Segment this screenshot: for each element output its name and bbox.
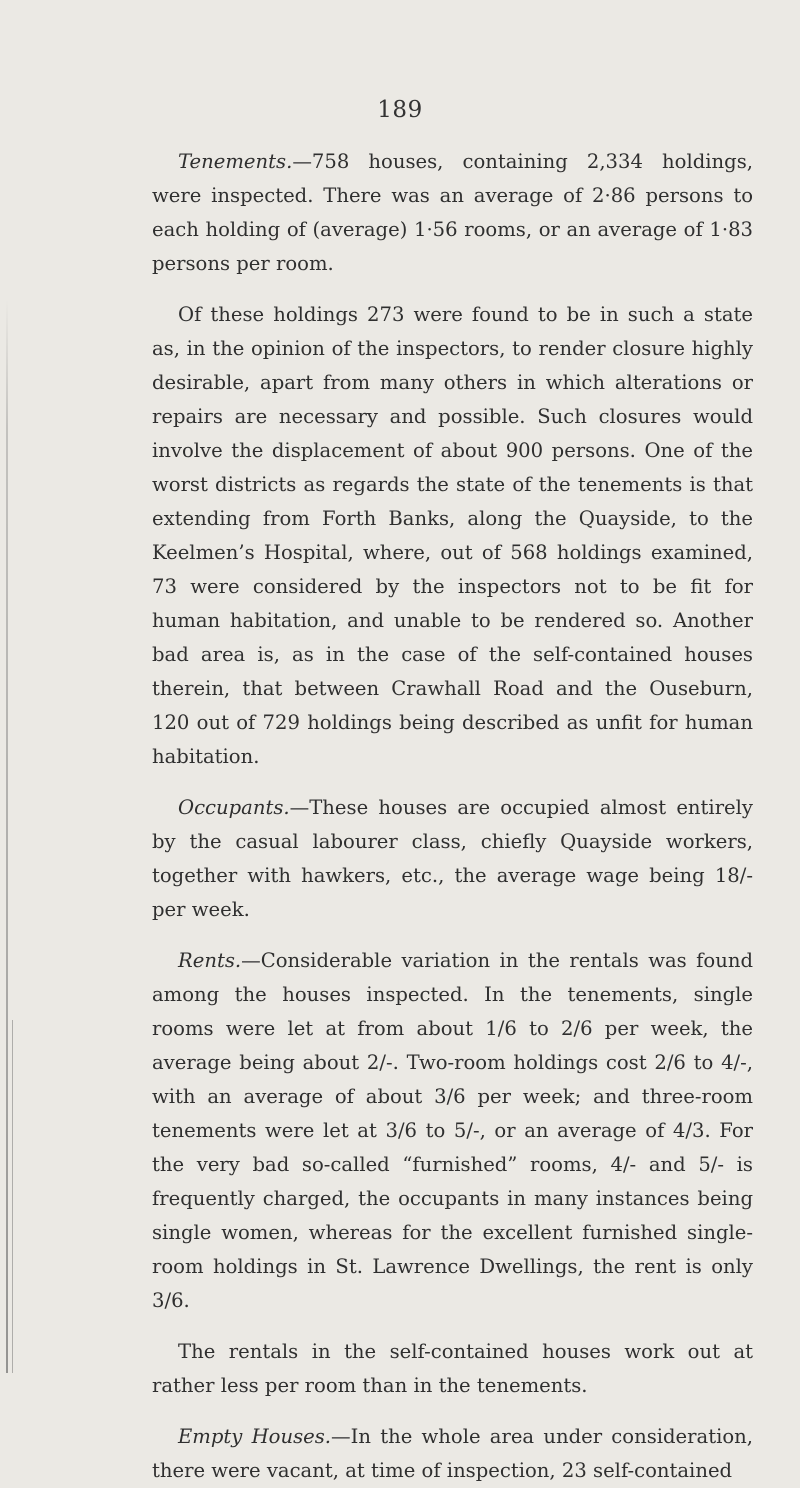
paragraph-rents	[152, 944, 753, 1318]
paragraph-rentals	[152, 1335, 753, 1403]
binding-edge-line	[6, 300, 8, 1373]
paragraph-tenements	[152, 145, 753, 281]
paragraph-text: —758 houses, containing 2,334 holdings, were inspected. There was an average of 2·86 persons to each holding of (average) 1·56 rooms, or an average of 1·83 persons per room.	[152, 150, 753, 275]
paragraph-text: —Considerable variation in the rentals was found among the houses inspected. In the tenements, single rooms were let at from about 1/6 to 2/6 per week, the average being about 2/-. Two-room holdings cost 2/6 to 4/-, with an average of about 3/6 per week; and three-room tenements were let at 3/6 to 5/-, or an average of 4/3. For the very bad so-called “furnished” rooms, 4/- and 5/- is frequently charged, the occupants in many instances being single women, whereas for the excellent furnished single-room holdings in St. Lawrence Dwellings, the rent is only 3/6.	[152, 949, 753, 1312]
paragraph-heading: Tenements.	[178, 150, 293, 173]
paragraph-empty-houses	[152, 1420, 753, 1488]
paragraph-heading: Rents.	[178, 949, 242, 972]
paragraph-heading: Occupants.	[178, 796, 290, 819]
binding-edge-line-inner	[12, 1020, 13, 1373]
paragraph-text: The rentals in the self-contained houses work out at rather less per room than in the tenements.	[152, 1340, 753, 1397]
paragraph-holdings	[152, 298, 753, 774]
paragraph-text: —In the whole area under consideration, there were vacant, at time of inspection, 23 self-contained	[152, 1425, 753, 1482]
paragraph-text: Of these holdings 273 were found to be in such a state as, in the opinion of the inspectors, to render closure highly desirable, apart from many others in which alterations or repairs are necessary and possible. Such closures would involve the displacement of about 900 persons. One of the worst districts as regards the state of the tenements is that extending from Forth Banks, along the Quayside, to the Keelmen’s Hospital, where, out of 568 holdings examined, 73 were considered by the inspectors not to be fit for human habitation, and unable to be rendered so. Another bad area is, as in the case of the self-contained houses therein, that between Crawhall Road and the Ouseburn, 120 out of 729 holdings being described as unfit for human habitation.	[152, 303, 753, 768]
body-text	[152, 145, 753, 1488]
paragraph-occupants	[152, 791, 753, 927]
paragraph-heading: Empty Houses.	[178, 1425, 332, 1448]
page-number: 189	[377, 97, 423, 123]
paragraph-text: —These houses are occupied almost entirely by the casual labourer class, chiefly Quayside workers, together with hawkers, etc., the average wage being 18/- per week.	[152, 796, 753, 921]
